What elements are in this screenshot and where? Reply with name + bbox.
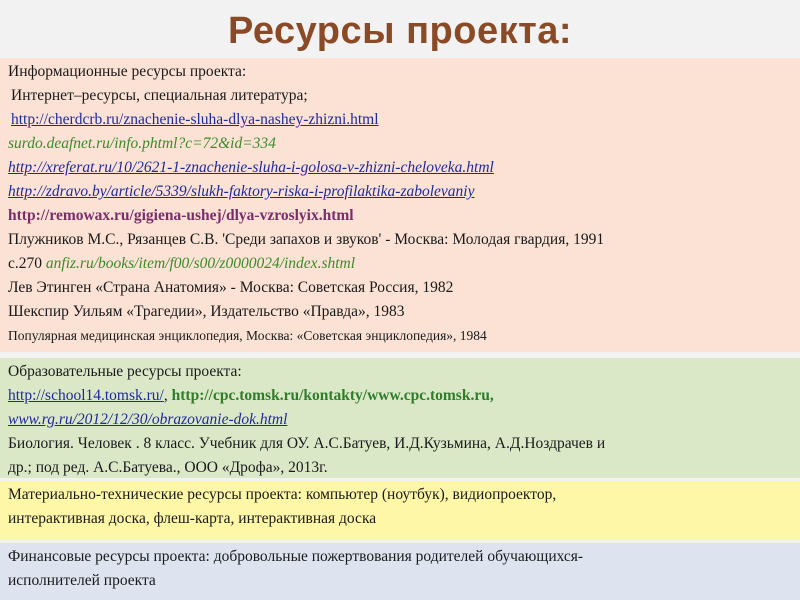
edu-resources-panel (0, 358, 800, 478)
info-book-pluzhnikov-pages: с.270 (8, 255, 43, 272)
edu-link-rg[interactable]: www.rg.ru/2012/12/30/obrazovanie-dok.html (8, 411, 288, 428)
info-link-anfiz[interactable]: anfiz.ru/books/item/f00/s00/z0000024/index.shtml (45, 255, 356, 272)
info-heading: Информационные ресурсы проекта: (8, 63, 247, 80)
info-resources-panel (0, 58, 800, 352)
info-book-shakespeare: Шекспир Уильям «Трагедии», Издательство «Правда», 1983 (8, 303, 405, 320)
finance-line1: Финансовые ресурсы проекта: добровольные пожертвования родителей обучающихся- (8, 548, 584, 565)
edu-book-biology-line1: Биология. Человек . 8 класс. Учебник для ОУ. А.С.Батуев, И.Д.Кузьмина, А.Д.Ноздрачев и (8, 435, 606, 452)
edu-heading: Образовательные ресурсы проекта: (8, 363, 242, 380)
edu-link-cpc[interactable]: http://cpc.tomsk.ru/kontakty/www.cpc.tomsk.ru, (171, 387, 494, 404)
material-line1: Материально-технические ресурсы проекта: компьютер (ноутбук), видиопроектор, (8, 486, 557, 503)
info-link-xreferat[interactable]: http://xreferat.ru/10/2621-1-znachenie-sluha-i-golosa-v-zhizni-cheloveka.html (8, 159, 494, 176)
info-link-remowax[interactable]: http://remowax.ru/gigiena-ushej/dlya-vzroslyix.html (8, 207, 354, 224)
info-subheading: Интернет–ресурсы, специальная литература; (11, 87, 308, 104)
edu-link-separator: , (163, 387, 172, 404)
info-link-cherdcrb[interactable]: http://cherdcrb.ru/znachenie-sluha-dlya-nashey-zhizni.html (11, 111, 379, 128)
material-resources-panel (0, 481, 800, 539)
edu-link-school14[interactable]: http://school14.tomsk.ru/ (8, 387, 164, 404)
info-link-surdo[interactable]: surdo.deafnet.ru/info.phtml?c=72&id=334 (8, 135, 276, 152)
page-title: Ресурсы проекта: (227, 10, 573, 52)
info-book-etingen: Лев Этинген «Страна Анатомия» - Москва: Советская Россия, 1982 (8, 279, 454, 296)
info-link-zdravo[interactable]: http://zdravo.by/article/5339/slukh-faktory-riska-i-profilaktika-zabolevaniy (8, 183, 475, 200)
info-book-pluzhnikov: Плужников М.С., Рязанцев С.В. 'Среди запахов и звуков' - Москва: Молодая гвардия, 1991 (8, 231, 605, 248)
finance-resources-panel (0, 543, 800, 600)
material-line2: интерактивная доска, флеш-карта, интерактивная доска (8, 510, 377, 527)
edu-book-biology-line2: др.; под ред. А.С.Батуева., ООО «Дрофа», 2013г. (8, 459, 328, 476)
finance-line2: исполнителей проекта (8, 572, 156, 589)
info-book-encyclopedia: Популярная медицинская энциклопедия, Москва: «Советская энциклопедия», 1984 (8, 328, 487, 343)
